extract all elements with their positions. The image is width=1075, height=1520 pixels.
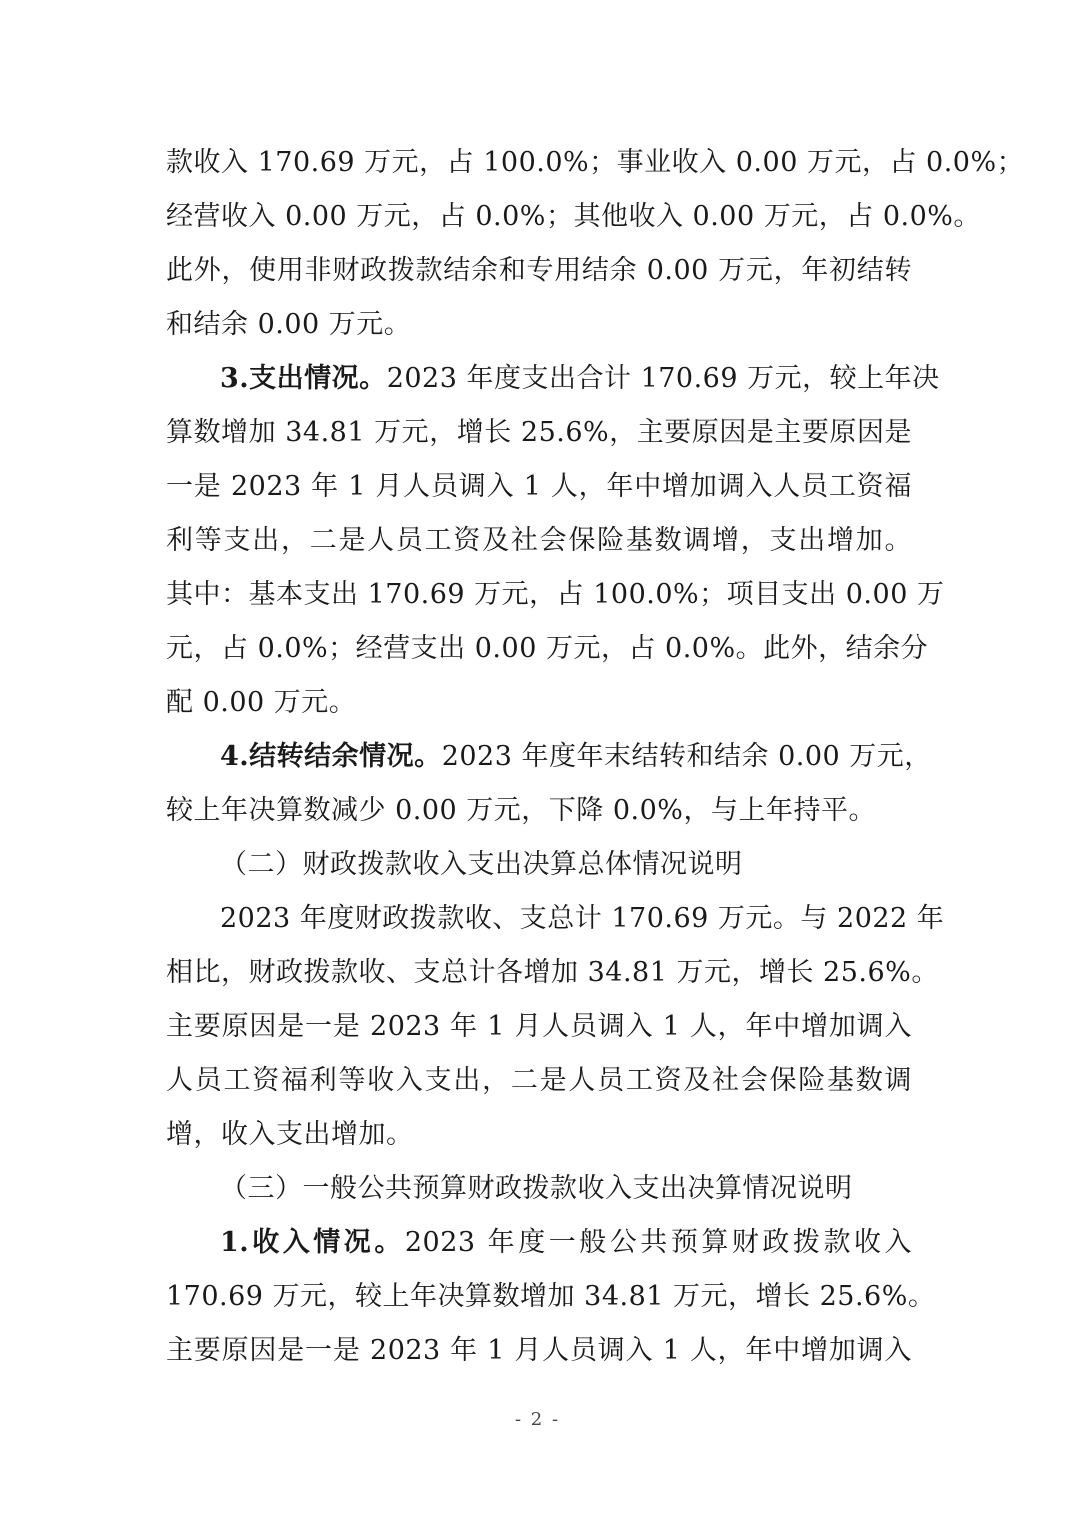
text-run: 2023 年度年末结转和结余 0.00 万元，: [441, 741, 932, 772]
text-run: 2023 年度支出合计 170.69 万元，较上年决: [386, 363, 940, 394]
text-line: 算数增加 34.81 万元，增长 25.6%，主要原因是主要原因是: [166, 417, 912, 448]
text-line: 主要原因是一是 2023 年 1 月人员调入 1 人，年中增加调入: [166, 1335, 912, 1366]
text-line: 经营收入 0.00 万元，占 0.0%；其他收入 0.00 万元，占 0.0%。: [166, 201, 981, 232]
text-line: 主要原因是一是 2023 年 1 月人员调入 1 人，年中增加调入: [166, 1011, 912, 1042]
paragraph-first-line: [166, 1216, 912, 1270]
text-line: 元，占 0.0%；经营支出 0.00 万元，占 0.0%。此外，结余分: [166, 633, 929, 664]
text-line: 利等支出，二是人员工资及社会保险基数调增，支出增加。: [166, 525, 912, 556]
document-body: [166, 136, 1025, 1378]
text-line: 和结余 0.00 万元。: [166, 309, 412, 340]
text-line: 一是 2023 年 1 月人员调入 1 人，年中增加调入人员工资福: [166, 471, 912, 502]
text-line: 其中：基本支出 170.69 万元，占 100.0%；项目支出 0.00 万: [166, 579, 945, 610]
page-number: - 2 -: [514, 1409, 561, 1430]
text-line: 较上年决算数减少 0.00 万元，下降 0.0%，与上年持平。: [166, 795, 876, 826]
text-line: 人员工资福利等收入支出，二是人员工资及社会保险基数调: [166, 1065, 912, 1096]
paragraph-heading: 1.收入情况。: [220, 1227, 405, 1258]
paragraph-first-line: [166, 730, 932, 784]
paragraph-heading: 3.支出情况。: [220, 363, 387, 394]
text-line: 配 0.00 万元。: [166, 687, 357, 718]
section-title: （三）一般公共预算财政拨款收入支出决算情况说明: [220, 1173, 853, 1204]
text-line: 170.69 万元，较上年决算数增加 34.81 万元，增长 25.6%。: [166, 1281, 936, 1312]
text-line: 款收入 170.69 万元，占 100.0%；事业收入 0.00 万元，占 0.0%；: [166, 147, 1025, 178]
text-line: 相比，财政拨款收、支总计各增加 34.81 万元，增长 25.6%。: [166, 957, 939, 988]
text-run: 2023 年度一般公共预算财政拨款收入: [404, 1227, 912, 1258]
paragraph-first-line: 2023 年度财政拨款收、支总计 170.69 万元。与 2022 年: [220, 903, 945, 934]
paragraph-first-line: [166, 352, 940, 406]
paragraph-heading: 4.结转结余情况。: [220, 741, 442, 772]
text-line: 此外，使用非财政拨款结余和专用结余 0.00 万元，年初结转: [166, 255, 912, 286]
section-title: （二）财政拨款收入支出决算总体情况说明: [220, 849, 743, 880]
text-line: 增，收入支出增加。: [166, 1119, 414, 1150]
